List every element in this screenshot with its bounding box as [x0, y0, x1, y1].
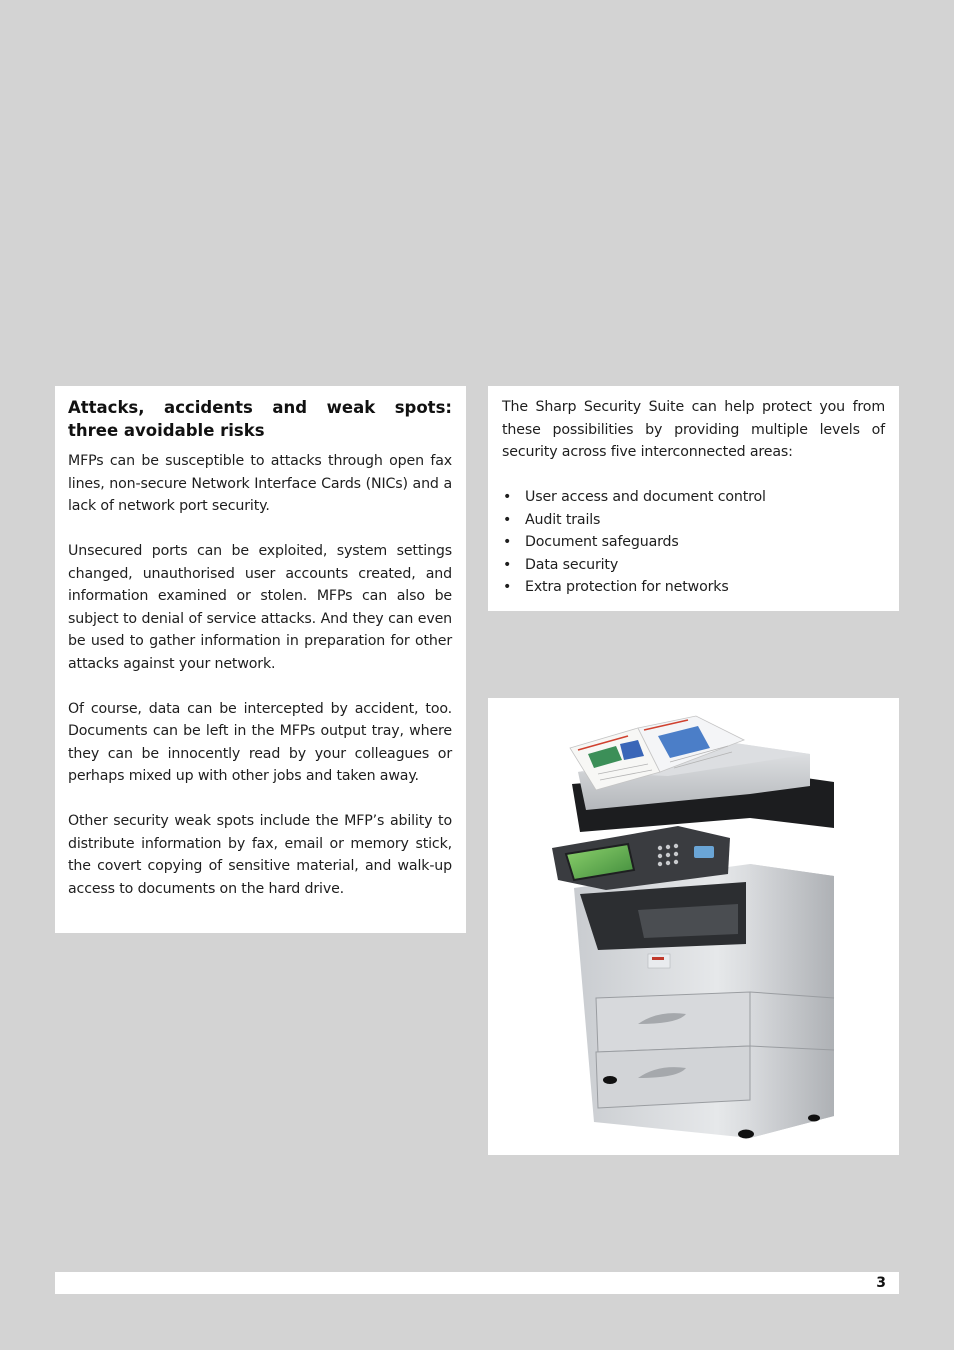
- paragraph: Other security weak spots include the MFP’s ability to distribute information by fax, email or memory stick, the covert copying of sensitive material, and walk-up access to documents on the hard drive.: [68, 813, 452, 897]
- product-image-panel: [488, 698, 899, 1155]
- list-item: • User access and document control: [502, 486, 885, 509]
- list-item: • Document safeguards: [502, 531, 885, 554]
- security-suite-panel: [488, 386, 899, 611]
- risks-text-panel: [55, 386, 466, 933]
- paragraph: MFPs can be susceptible to attacks through open fax lines, non-secure Network Interface Cards (NICs) and a lack of network port security.: [68, 453, 452, 514]
- list-item: • Data security: [502, 554, 885, 577]
- footer-bar: [55, 1272, 899, 1294]
- intro-paragraph: The Sharp Security Suite can help protect you from these possibilities by providing multiple levels of security across five interconnected areas:: [502, 399, 885, 460]
- section-heading: Attacks, accidents and weak spots: three avoidable risks: [68, 398, 452, 440]
- list-item: • Audit trails: [502, 509, 885, 532]
- paragraph: Unsecured ports can be exploited, system settings changed, unauthorised user accounts created, and information examined or stolen. MFPs can also be subject to denial of service attacks. And they can even be used to gather information in preparation for other attacks against your network.: [68, 543, 452, 672]
- security-areas-list: [502, 486, 885, 599]
- mfp-printer-image: [488, 698, 899, 1155]
- paragraph: Of course, data can be intercepted by accident, too. Documents can be left in the MFPs output tray, where they can be innocently read by your colleagues or perhaps mixed up with other jobs and taken away.: [68, 700, 452, 784]
- page-number: 3: [876, 1275, 886, 1291]
- list-item: • Extra protection for networks: [502, 576, 885, 599]
